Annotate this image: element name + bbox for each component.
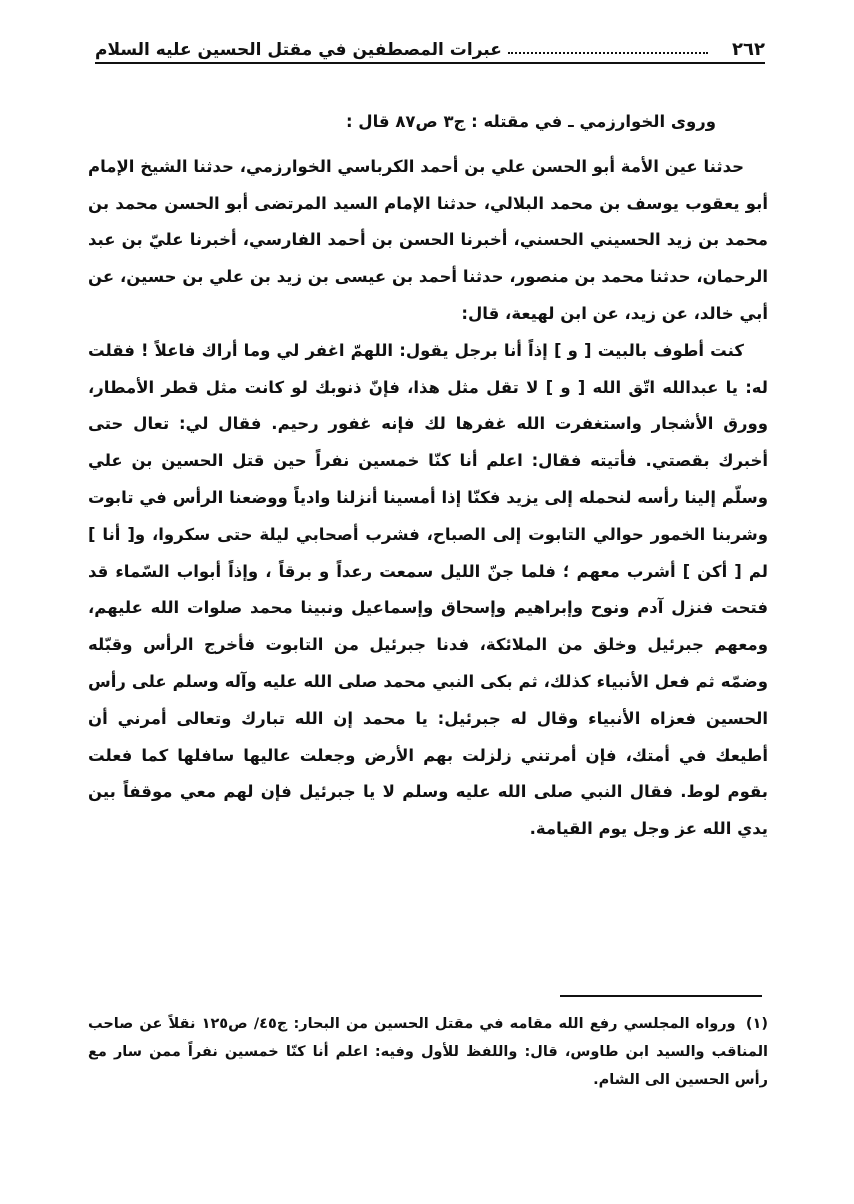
isnad-paragraph: حدثنا عين الأمة أبو الحسن علي بن أحمد الكرباسي الخوارزمي، حدثنا الشيخ الإمام أبو يعقوب يوسف بن محمد البلالي، حدثنا الإمام السيد المرتضى أبو الحسن محمد بن محمد بن زيد الحسيني الحسني، أخبرنا الحسن بن أحمد الفارسي، أخبرنا عليّ بن عبد الرحمان، حدثنا محمد بن منصور، حدثنا أحمد بن عيسى بن زيد بن علي بن حسين، عن أبي خالد، عن زيد، عن ابن لهيعة، قال: [88, 156, 768, 323]
footnote-text: ورواه المجلسي رفع الله مقامه في مقتل الحسين من البحار: ج٤٥/ ص١٢٥ نقلاً عن صاحب المناقب والسيد ابن طاوس، قال: واللفظ للأول وفيه: اعلم أنا كنّا خمسين نفراً ممن سار مع رأس الحسين الى الشام. [88, 1016, 768, 1088]
intro-line: وروى الخوارزمي ـ في مقتله : ج٣ ص٨٧ قال : [345, 112, 716, 131]
page-number: ٢٦٢ [732, 39, 765, 60]
running-title: عبرات المصطفين في مقتل الحسين عليه السلام [95, 40, 502, 60]
footnote-marker: (١) [745, 1016, 768, 1032]
header-rule [95, 62, 765, 64]
footnote [88, 1010, 768, 1094]
main-text [88, 104, 768, 848]
header-dot-leader [508, 51, 708, 54]
page-header [95, 28, 765, 60]
narration-paragraph: كنت أطوف بالبيت [ و ] إذاً أنا برجل يقول: اللهمّ اغفر لي وما أراك فاعلاً ! فقلت له: يا عبدالله اتّق الله [ و ] لا تقل مثل هذا، فإنّ ذنوبك لو كانت مثل قطر الأمطار، وورق الأشجار واستغفرت الله غفرها لك فإنه غفور رحيم. فقال لي: تعال حتى أخبرك بقصتي. فأتيته فقال: اعلم أنا كنّا خمسين نفراً حين قتل الحسين بن علي وسلّم إلينا رأسه لنحمله إلى يزيد فكنّا إذا أمسينا أنزلنا وادياً ووضعنا الرأس في تابوت وشربنا الخمور حوالي التابوت إلى الصباح، فشرب أصحابي ليلة حتى سكروا، و[ أنا ] لم [ أكن ] أشرب معهم ؛ فلما جنّ الليل سمعت رعداً و برقاً ، وإذاً أبواب السّماء قد فتحت فنزل آدم ونوح وإبراهيم وإسحاق وإسماعيل ونبينا محمد صلوات الله عليهم، ومعهم جبرئيل وخلق من الملائكة، فدنا جبرئيل من التابوت فأخرج الرأس وقبّله وضمّه ثم فعل الأنبياء كذلك، ثم بكى النبي محمد صلى الله عليه وآله وسلم على رأس الحسين فعزاه الأنبياء وقال له جبرئيل: يا محمد إن الله تبارك وتعالى أمرني أن أطيعك في أمتك، فإن أمرتني زلزلت بهم الأرض وجعلت عاليها سافلها كما فعلت بقوم لوط. فقال النبي صلى الله عليه وسلم لا يا جبرئيل فإن لهم معي موقفاً بين يدي الله عز وجل يوم القيامة. [88, 340, 768, 839]
footnote-rule [560, 995, 762, 997]
